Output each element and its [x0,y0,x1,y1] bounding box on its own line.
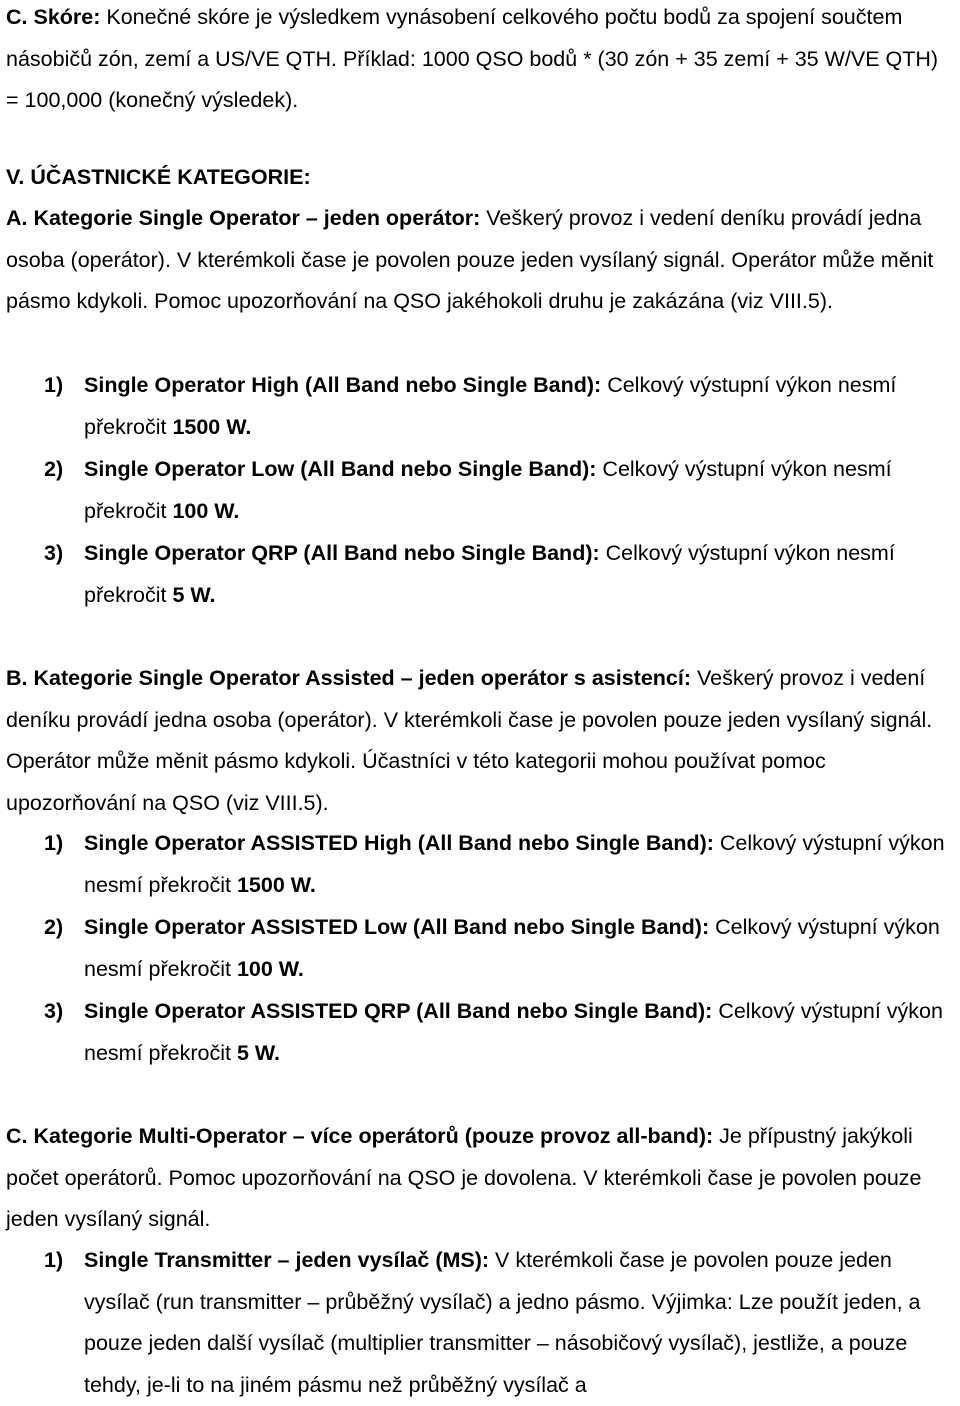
category-a-item-2-limit: 100 W. [172,498,240,523]
category-a-item-2-text: Celkový výstupní výkon nesmí překročit [84,457,892,523]
category-a-item-1 [44,365,956,448]
category-b-item-2-limit: 100 W. [236,956,304,981]
category-b-item-3-limit: 5 W. [236,1040,280,1065]
category-a-item-3-number: 3) [44,541,64,565]
category-a-item-2-label: Single Operator Low (All Band nebo Single Band): [84,457,597,481]
category-a-item-3-limit: 5 W. [172,582,216,607]
category-a-text: Veškerý provoz i vedení deníku provádí jedna osoba (operátor). V kterémkoli čase je povolen pouze jeden vysílaný signál. Operátor může měnit pásmo kdykoli. Pomoc upozorňování na QSO jakéhokoli druhu je zakázána (viz VIII.5). [6,206,934,313]
category-c-item-1 [44,1240,956,1406]
category-b-item-1-number: 1) [44,831,64,855]
category-b-item-1 [44,823,956,906]
category-a-paragraph [6,198,956,323]
category-c-text: Je přípustný jakýkoli počet operátorů. Pomoc upozorňování na QSO je dovolena. V kterémkoli čase je povolen pouze jeden vysílaný signál. [6,1124,922,1231]
category-c-item-1-label: Single Transmitter – jeden vysílač (MS): [84,1248,490,1272]
category-a-label: A. Kategorie Single Operator – jeden operátor: [6,206,481,230]
category-c-paragraph [6,1116,956,1241]
score-paragraph [6,0,956,122]
category-b-item-3-text: Celkový výstupní výkon nesmí překročit [84,999,943,1065]
section-v-heading: V. ÚČASTNICKÉ KATEGORIE: [6,165,311,189]
category-b-item-1-limit: 1500 W. [236,872,316,897]
score-label: C. Skóre: [6,5,101,29]
category-b-item-1-label: Single Operator ASSISTED High (All Band nebo Single Band): [84,831,714,855]
category-c-item-1-text: V kterémkoli čase je povolen pouze jeden vysílač (run transmitter – průběžný vysílač) a jedno pásmo. Výjimka: Lze použít jeden, a pouze jeden další vysílač (multiplier transmitter – násobičový vysílač), jestliže, a pouze tehdy, je-li to na jiném pásmu než průběžný vysílač a [84,1248,921,1397]
category-b-paragraph [6,658,956,824]
category-a-item-3 [44,533,956,616]
score-text: Konečné skóre je výsledkem vynásobení celkového počtu bodů za spojení součtem násobičů zón, zemí a US/VE QTH. Příklad: 1000 QSO bodů * (30 zón + 35 zemí + 35 W/VE QTH) = 100,000 (konečný výsledek). [6,5,939,112]
category-b-item-1-text: Celkový výstupní výkon nesmí překročit [84,831,945,897]
category-b-item-2-text: Celkový výstupní výkon nesmí překročit [84,915,940,981]
category-a-item-1-limit: 1500 W. [172,414,252,439]
category-b-text: Veškerý provoz i vedení deníku provádí jedna osoba (operátor). V kterémkoli čase je povolen pouze jeden vysílaný signál. Operátor může měnit pásmo kdykoli. Účastníci v této kategorii mohou používat pomoc upozorňování na QSO (viz VIII.5). [6,666,933,815]
category-a-item-3-text: Celkový výstupní výkon nesmí překročit [84,541,895,607]
category-b-label: B. Kategorie Single Operator Assisted – jeden operátor s asistencí: [6,666,692,690]
category-b-item-3 [44,991,956,1074]
category-a-item-2 [44,449,956,532]
category-b-item-2-label: Single Operator ASSISTED Low (All Band nebo Single Band): [84,915,710,939]
category-c-label: C. Kategorie Multi-Operator – více operátorů (pouze provoz all-band): [6,1124,714,1148]
category-b-item-2 [44,907,956,990]
category-b-item-2-number: 2) [44,915,64,939]
category-a-item-1-text: Celkový výstupní výkon nesmí překročit [84,373,897,439]
category-a-item-3-label: Single Operator QRP (All Band nebo Single Band): [84,541,600,565]
category-c-item-1-number: 1) [44,1248,64,1272]
category-a-item-1-number: 1) [44,373,64,397]
category-b-item-3-number: 3) [44,999,64,1023]
category-b-item-3-label: Single Operator ASSISTED QRP (All Band nebo Single Band): [84,999,713,1023]
category-a-item-1-label: Single Operator High (All Band nebo Single Band): [84,373,602,397]
category-a-item-2-number: 2) [44,457,64,481]
